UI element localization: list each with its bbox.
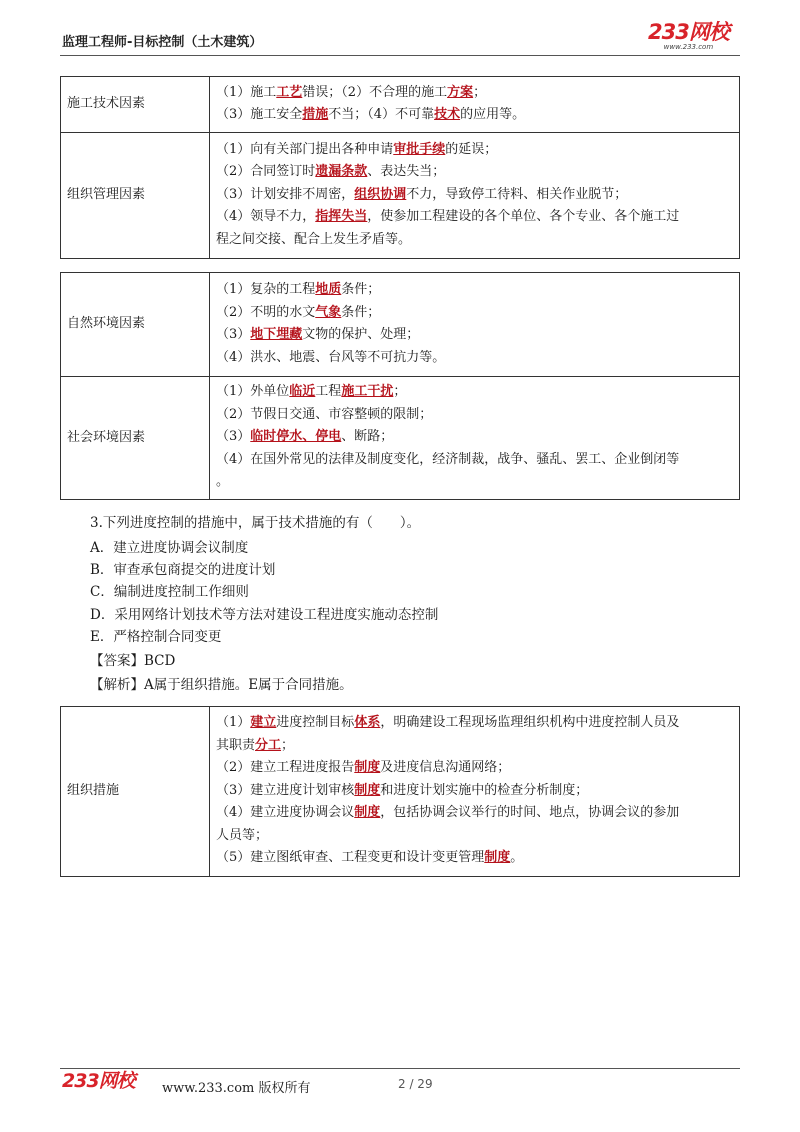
content-line xyxy=(216,139,733,162)
keyword-highlight: 临近 xyxy=(289,384,316,400)
keyword-highlight: 制度 xyxy=(354,805,381,821)
factor-content xyxy=(210,377,740,500)
factor-label: 组织措施 xyxy=(61,707,210,877)
table-row xyxy=(61,133,740,259)
keyword-highlight: 指挥失当 xyxy=(315,209,368,225)
factor-label: 组织管理因素 xyxy=(61,133,210,259)
keyword-highlight: 临时停水、停电 xyxy=(250,429,342,445)
option-e: E．严格控制合同变更 xyxy=(90,629,222,645)
content-text: 文物的保护、处理； xyxy=(302,327,420,342)
factor-content xyxy=(210,133,740,259)
content-text: 、表达失当； xyxy=(367,164,446,180)
table-row xyxy=(61,377,740,500)
factor-content xyxy=(210,273,740,377)
content-text: 不力，导致停工待料、相关作业脱节； xyxy=(406,186,628,202)
content-text: （2）节假日交通、市容整顿的限制； xyxy=(216,406,433,422)
content-text: （3） xyxy=(216,327,251,342)
table-row xyxy=(61,77,740,133)
content-line xyxy=(216,279,733,302)
content-text: （5）建立图纸审查、工程变更和设计变更管理 xyxy=(216,850,485,866)
table-row xyxy=(61,273,740,377)
content-text: 错误；（2）不合理的施工 xyxy=(302,84,448,100)
content-text: （2）合同签订时 xyxy=(216,164,316,180)
keyword-highlight: 地质 xyxy=(315,282,342,297)
content-line xyxy=(216,825,733,848)
content-text: 的延误； xyxy=(445,141,498,157)
keyword-highlight: 地下埋藏 xyxy=(250,327,303,342)
content-line xyxy=(216,735,733,758)
content-text: 。 xyxy=(510,850,524,866)
brand-logo-text: 233网校 xyxy=(648,20,729,44)
content-text: ，明确建设工程现场监理组织机构中进度控制人员及 xyxy=(380,715,680,731)
answer-label: 【答案】 xyxy=(90,653,144,669)
content-line xyxy=(216,161,733,184)
keyword-highlight: 气象 xyxy=(315,304,342,320)
footer-divider xyxy=(60,1068,740,1069)
factor-label: 社会环境因素 xyxy=(61,377,210,500)
content-line xyxy=(216,426,733,449)
content-text: （3） xyxy=(216,429,251,445)
option-a: A．建立进度协调会议制度 xyxy=(90,540,249,556)
content-line xyxy=(216,347,733,370)
content-line xyxy=(216,847,733,870)
content-line xyxy=(216,802,733,825)
organization-measures-table xyxy=(60,706,740,877)
analysis-label: 【解析】 xyxy=(90,677,144,693)
brand-logo-url: www.233.com xyxy=(663,43,714,51)
analysis-line xyxy=(90,674,353,697)
content-text: 进度控制目标 xyxy=(276,715,355,731)
factor-label: 施工技术因素 xyxy=(61,77,210,133)
page-number: 2 / 29 xyxy=(398,1077,433,1091)
content-text: 、断路； xyxy=(341,429,394,445)
delay-factors-table-2 xyxy=(60,272,740,500)
content-line xyxy=(216,712,733,735)
factor-content xyxy=(210,707,740,877)
keyword-highlight: 施工干扰 xyxy=(341,384,394,400)
content-text: （1）外单位 xyxy=(216,384,290,400)
content-text: 及进度信息沟通网络； xyxy=(380,760,511,776)
keyword-highlight: 制度 xyxy=(354,782,381,798)
content-text: 和进度计划实施中的检查分析制度； xyxy=(380,782,589,798)
content-text: （1）施工 xyxy=(216,84,277,100)
content-text: （1）向有关部门提出各种申请 xyxy=(216,141,394,157)
keyword-highlight: 建立 xyxy=(250,715,277,731)
header-divider xyxy=(60,55,740,56)
table-row xyxy=(61,707,740,877)
delay-factors-table-1 xyxy=(60,76,740,259)
content-text: （1）复杂的工程 xyxy=(216,282,316,297)
footer-logo xyxy=(62,1072,135,1091)
content-text: （4）建立进度协调会议 xyxy=(216,805,355,821)
content-text: （4）领导不力， xyxy=(216,209,316,225)
question-stem: 3.下列进度控制的措施中，属于技术措施的有（ ）。 xyxy=(90,515,421,531)
content-line xyxy=(216,302,733,325)
footer-logo-text: 233网校 xyxy=(62,1070,135,1092)
keyword-highlight: 体系 xyxy=(354,715,381,731)
content-text: 不当；（4）不可靠 xyxy=(328,107,435,122)
answer-value: BCD xyxy=(144,653,176,669)
brand-logo xyxy=(648,22,729,51)
content-text: （4）洪水、地震、台风等不可抗力等。 xyxy=(216,349,446,365)
content-line xyxy=(216,104,733,127)
keyword-highlight: 制度 xyxy=(484,850,511,866)
option-b: B．审查承包商提交的进度计划 xyxy=(90,562,276,578)
content-text: （1） xyxy=(216,715,251,731)
keyword-highlight: 分工 xyxy=(255,737,282,753)
option-d: D．采用网络计划技术等方法对建设工程进度实施动态控制 xyxy=(90,607,439,623)
content-line xyxy=(216,449,733,472)
content-text: ，使参加工程建设的各个单位、各个专业、各个施工过 xyxy=(367,209,680,225)
content-text: 其职责 xyxy=(216,737,256,753)
keyword-highlight: 制度 xyxy=(354,760,381,776)
document-header-title: 监理工程师-目标控制（土木建筑） xyxy=(62,35,263,50)
content-text: （3）建立进度计划审核 xyxy=(216,782,355,798)
content-line xyxy=(216,206,733,229)
content-text: 条件； xyxy=(341,282,381,297)
content-text: ，包括协调会议举行的时间、地点，协调会议的参加 xyxy=(380,805,680,821)
content-text: （3）计划安排不周密， xyxy=(216,186,355,202)
content-line xyxy=(216,471,733,494)
content-text: 。 xyxy=(216,474,230,490)
content-line xyxy=(216,757,733,780)
content-text: ； xyxy=(281,737,295,753)
content-line xyxy=(216,404,733,427)
content-text: （2）不明的水文 xyxy=(216,304,316,320)
content-text: 程之间交接、配合上发生矛盾等。 xyxy=(216,231,412,247)
content-line xyxy=(216,229,733,252)
content-text: 的应用等。 xyxy=(460,107,526,122)
keyword-highlight: 遗漏条款 xyxy=(315,164,368,180)
analysis-text: A属于组织措施。E属于合同措施。 xyxy=(144,677,353,693)
keyword-highlight: 组织协调 xyxy=(354,186,407,202)
option-c: C．编制进度控制工作细则 xyxy=(90,584,249,600)
content-line xyxy=(216,184,733,207)
content-text: （4）在国外常见的法律及制度变化，经济制裁，战争、骚乱、罢工、企业倒闭等 xyxy=(216,451,680,467)
content-text: ； xyxy=(393,384,407,400)
factor-content xyxy=(210,77,740,133)
content-text: （2）建立工程进度报告 xyxy=(216,760,355,776)
content-line xyxy=(216,82,733,105)
content-text: （3）施工安全 xyxy=(216,107,303,122)
factor-label: 自然环境因素 xyxy=(61,273,210,377)
answer-line xyxy=(90,650,175,673)
keyword-highlight: 方案 xyxy=(447,84,474,100)
content-text: 人员等； xyxy=(216,827,269,843)
keyword-highlight: 措施 xyxy=(302,107,329,122)
content-line xyxy=(216,780,733,803)
content-text: 工程 xyxy=(315,384,342,400)
content-text: ； xyxy=(473,84,487,100)
footer-copyright: www.233.com 版权所有 xyxy=(162,1081,311,1096)
keyword-highlight: 审批手续 xyxy=(393,141,446,157)
keyword-highlight: 工艺 xyxy=(276,84,303,100)
content-text: 条件； xyxy=(341,304,381,320)
keyword-highlight: 技术 xyxy=(434,107,461,122)
content-line xyxy=(216,324,733,347)
content-line xyxy=(216,381,733,404)
